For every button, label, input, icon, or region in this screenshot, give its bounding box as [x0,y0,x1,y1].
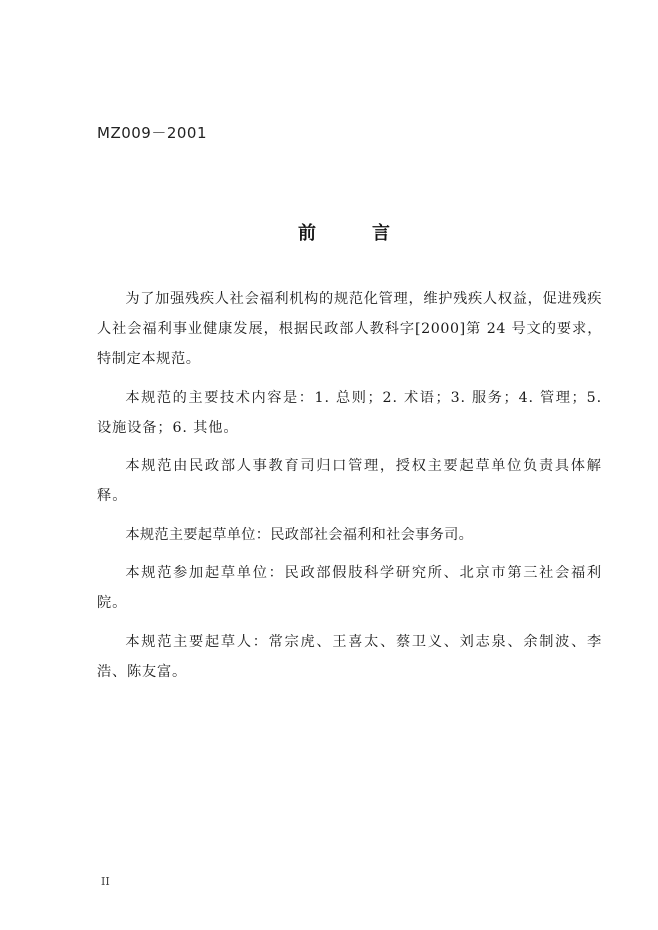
page-title: 前言 [298,223,446,244]
paragraph-main-drafter-unit: 本规范主要起草单位：民政部社会福利和社会事务司。 [125,526,474,543]
paragraph-drafters: 本规范主要起草人：常宗虎、王喜太、蔡卫义、刘志泉、余制波、李浩、陈友富。 [97,633,602,680]
paragraph-management: 本规范由民政部人事教育司归口管理，授权主要起草单位负责具体解释。 [97,458,602,504]
paragraph-participating-units: 本规范参加起草单位：民政部假肢科学研究所、北京市第三社会福利院。 [97,565,602,611]
standard-code: MZ009－2001 [97,124,208,142]
paragraph-purpose: 为了加强残疾人社会福利机构的规范化管理，维护残疾人权益，促进残疾人社会福利事业健康发展，根据民政部人教科字[2000]第 24 号文的要求，特制定本规范。 [97,291,602,367]
paragraph-contents: 本规范的主要技术内容是：1. 总则；2. 术语；3. 服务；4. 管理；5. 设施设备；6. 其他。 [97,389,602,436]
page-number: II [101,875,110,888]
foreword-body [97,284,602,695]
